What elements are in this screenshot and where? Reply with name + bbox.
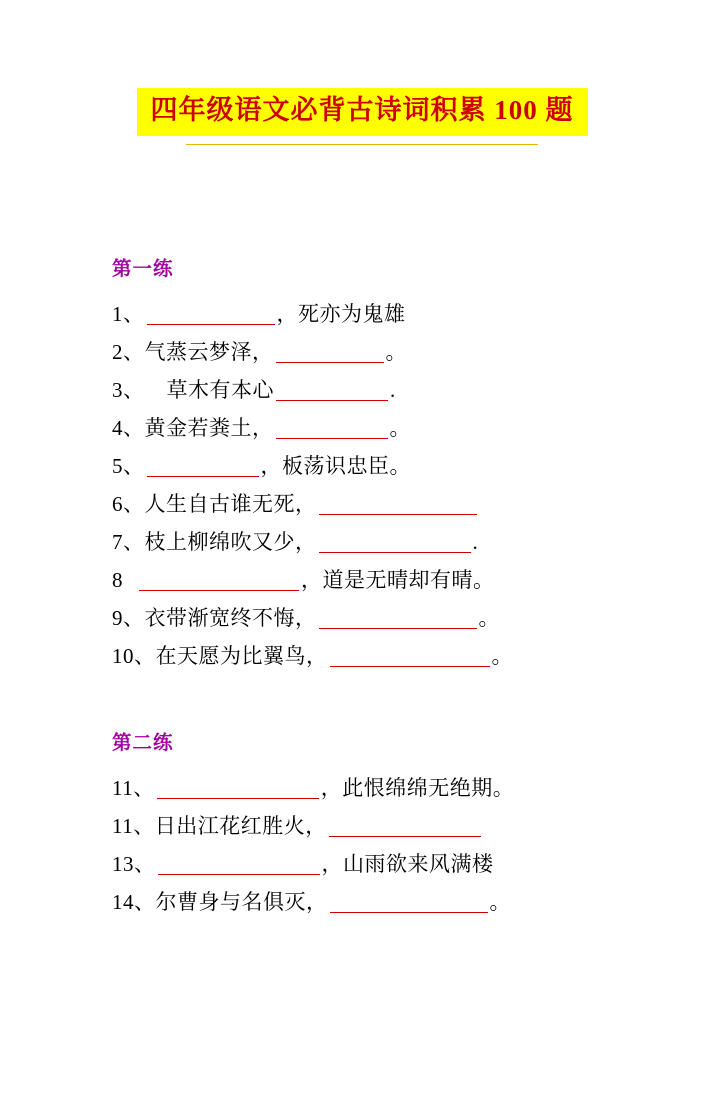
question-number: 10、 bbox=[112, 643, 156, 668]
answer-blank[interactable] bbox=[147, 453, 259, 476]
question-text-before-blank: 尔曹身与名俱灭， bbox=[155, 889, 328, 914]
question-line bbox=[112, 637, 664, 675]
question-number: 4、 bbox=[112, 415, 145, 440]
question-line bbox=[112, 523, 664, 561]
question-text-after-blank: . bbox=[390, 377, 396, 402]
question-line bbox=[112, 371, 664, 409]
section-1-heading: 第一练 bbox=[112, 258, 174, 280]
question-line bbox=[112, 599, 664, 637]
question-number: 14、 bbox=[112, 889, 156, 914]
answer-blank[interactable] bbox=[319, 605, 477, 628]
question-text-before-blank: 黄金若粪土， bbox=[144, 415, 274, 440]
answer-blank[interactable] bbox=[276, 377, 388, 400]
question-text-after-blank: ，死亦为鬼雄 bbox=[276, 301, 406, 326]
answer-blank[interactable] bbox=[329, 813, 481, 836]
question-text-after-blank: ，此恨绵绵无绝期。 bbox=[320, 775, 515, 800]
question-text-before-blank: 人生自古谁无死， bbox=[144, 491, 317, 516]
question-text-before-blank: 日出江花红胜火， bbox=[154, 813, 327, 838]
answer-blank[interactable] bbox=[139, 567, 299, 590]
section-2-heading: 第二练 bbox=[112, 732, 174, 754]
question-line bbox=[112, 561, 664, 599]
question-number: 11、 bbox=[112, 775, 155, 800]
answer-blank[interactable] bbox=[330, 889, 488, 912]
question-line bbox=[112, 447, 664, 485]
question-text-before-blank: 草木有本心 bbox=[166, 377, 274, 402]
answer-blank[interactable] bbox=[158, 851, 320, 874]
question-line bbox=[112, 769, 664, 807]
question-line bbox=[112, 883, 664, 921]
question-text-after-blank: . bbox=[472, 529, 479, 554]
question-number: 6、 bbox=[112, 491, 145, 516]
document-page bbox=[0, 88, 724, 1112]
question-text-after-blank: 。 bbox=[389, 415, 411, 440]
question-line bbox=[112, 485, 664, 523]
question-number: 9、 bbox=[112, 605, 145, 630]
question-line bbox=[112, 333, 664, 371]
question-line bbox=[112, 807, 664, 845]
question-line bbox=[112, 295, 664, 333]
question-number: 1、 bbox=[112, 301, 145, 326]
question-number: 7、 bbox=[112, 529, 145, 554]
question-text-after-blank: 。 bbox=[385, 339, 407, 364]
question-text-after-blank: ，道是无晴却有晴。 bbox=[301, 567, 495, 592]
title-block bbox=[60, 88, 664, 145]
question-text-before-blank: 枝上柳绵吹又少， bbox=[144, 529, 317, 554]
question-line bbox=[112, 409, 664, 447]
question-text-after-blank: 。 bbox=[489, 889, 511, 914]
question-list-2 bbox=[60, 769, 664, 921]
answer-blank[interactable] bbox=[147, 301, 275, 324]
question-number: 13、 bbox=[112, 851, 156, 876]
title-underline-rule bbox=[186, 144, 538, 145]
question-number: 8 bbox=[112, 567, 123, 592]
answer-blank[interactable] bbox=[319, 529, 471, 552]
section-practice-2 bbox=[60, 727, 664, 921]
question-line bbox=[112, 845, 664, 883]
question-number: 3、 bbox=[112, 377, 145, 402]
question-text-after-blank: 。 bbox=[478, 605, 500, 630]
answer-blank[interactable] bbox=[319, 491, 477, 514]
question-text-after-blank: 。 bbox=[491, 643, 513, 668]
question-text-after-blank: ，板荡识忠臣。 bbox=[260, 453, 411, 478]
section-practice-1 bbox=[60, 253, 664, 675]
answer-blank[interactable] bbox=[276, 415, 388, 438]
question-text-after-blank: ，山雨欲来风满楼 bbox=[321, 851, 494, 876]
question-number: 5、 bbox=[112, 453, 145, 478]
answer-blank[interactable] bbox=[330, 643, 490, 666]
question-text-before-blank: 气蒸云梦泽， bbox=[144, 339, 274, 364]
answer-blank[interactable] bbox=[276, 339, 384, 362]
question-list-1 bbox=[60, 295, 664, 675]
question-text-before-blank: 在天愿为比翼鸟， bbox=[155, 643, 328, 668]
question-number: 2、 bbox=[112, 339, 145, 364]
question-text-before-blank: 衣带渐宽终不悔， bbox=[144, 605, 317, 630]
page-title: 四年级语文必背古诗词积累 100 题 bbox=[137, 88, 588, 136]
answer-blank[interactable] bbox=[157, 775, 319, 798]
question-number: 11、 bbox=[112, 813, 155, 838]
